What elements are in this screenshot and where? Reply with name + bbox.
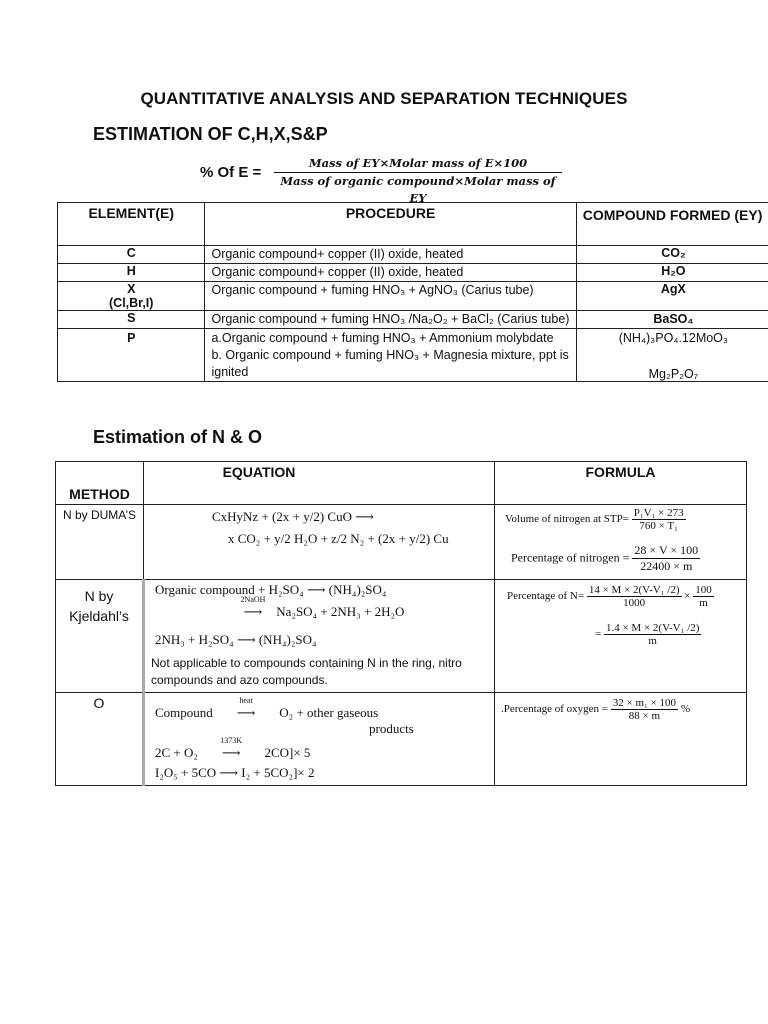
procedure-cell: Organic compound + fuming HNO₃ /Na₂O₂ + BaCl₂ (Carius tube)	[205, 311, 576, 329]
kjeldahl-f2-num: 1.4 × M × 2(V-V₁ /2)	[605, 622, 700, 634]
table-row	[56, 693, 747, 786]
compound-cell: CO₂	[576, 246, 768, 264]
compound-a: (NH₄)₃PO₄.12MoO₃	[618, 331, 728, 345]
dumas-f1-label: Volume of nitrogen at STP=	[505, 513, 629, 526]
oxygen-eq3: I₂O₅ + 5CO ⟶ I₂ + 5CO₂]× 2	[155, 765, 315, 780]
header-equation: EQUATION	[144, 462, 495, 505]
kjeldahl-eq-line2: Na₂SO₄ + 2NH₃ + 2H₂O	[276, 604, 405, 619]
formula-cell	[495, 505, 747, 580]
oxygen-eq1-b: O₂ + other gaseous	[279, 705, 379, 720]
oxygen-f-unit: %	[680, 703, 690, 716]
element-symbol: X	[127, 282, 136, 296]
kjeldahl-note: Not applicable to compounds containing N in the ring, nitro compounds and azo compounds.	[151, 656, 462, 687]
kjeldahl-arrow-label: 2NaOH	[240, 595, 266, 604]
table-row	[58, 282, 768, 311]
dumas-eq-line1: CxHyNz + (2x + y/2) CuO ⟶	[212, 509, 374, 524]
table-row	[58, 264, 768, 282]
compound-b: Mg₂P₂O₇	[648, 367, 699, 381]
table-row	[56, 505, 747, 580]
section-heading-chxsp: ESTIMATION OF C,H,X,S&P	[93, 124, 328, 144]
method-cell: O	[56, 693, 144, 786]
oxygen-eq1-c: products	[369, 721, 414, 736]
method-cell: N by Kjeldahl’s	[56, 580, 144, 693]
dumas-eq-line2: x CO₂ + y/2 H₂O + z/2 N₂ + (2x + y/2) Cu	[228, 531, 449, 546]
kjeldahl-f1-mult: ×	[684, 590, 691, 603]
procedure-b: b. Organic compound + fuming HNO₃ + Magnesia mixture, ppt is ignited	[211, 348, 569, 379]
dumas-f1-num: P₁V₁ × 273	[633, 507, 684, 519]
kjeldahl-f1-num: 14 × M × 2(V-V₁ /2)	[588, 584, 680, 596]
element-cell: S	[58, 311, 205, 329]
oxygen-eq2-arrow-label: 1373K	[220, 736, 243, 745]
dumas-f2-num: 28 × V × 100	[634, 543, 699, 557]
element-estimation-table	[57, 202, 768, 382]
procedure-cell	[205, 329, 576, 382]
compound-cell: AgX	[576, 282, 768, 311]
compound-cell	[576, 329, 768, 382]
procedure-cell: Organic compound+ copper (II) oxide, heated	[205, 264, 576, 282]
equation-cell: Organic compound + H₂SO₄ ⟶ (NH₄)₂SO₄ 2NaOH ⟶ Na₂SO₄ + 2NH₃ + 2H₂O 2NH₃ + H₂SO₄ ⟶ (NH₄)₂SO₄ Not applicable to compounds containing N in the ring, nitro compounds and azo compounds.	[144, 580, 495, 693]
header-method: METHOD	[56, 462, 144, 505]
oxygen-eq1-a: Compound	[155, 705, 213, 720]
equation-cell	[144, 505, 495, 580]
formula-cell	[495, 693, 747, 786]
table-header-row	[56, 462, 747, 505]
formula-denominator: Mass of organic compound×Molar mass of EY	[280, 174, 556, 205]
dumas-f1-den: 760 × T₁	[639, 520, 678, 532]
n-o-estimation-table	[55, 461, 747, 786]
header-procedure: PROCEDURE	[205, 203, 576, 246]
percent-formula	[200, 155, 580, 205]
procedure-cell: Organic compound + fuming HNO₃ + AgNO₃ (Carius tube)	[205, 282, 576, 311]
kjeldahl-f1-den2: m	[699, 597, 708, 609]
element-cell: H	[58, 264, 205, 282]
oxygen-eq2-a: 2C + O₂	[155, 745, 198, 760]
element-cell: P	[58, 329, 205, 382]
element-cell: C	[58, 246, 205, 264]
kjeldahl-f1-num2: 100	[695, 584, 712, 596]
table-row	[58, 246, 768, 264]
kjeldahl-f1-den: 1000	[623, 597, 646, 609]
formula-fraction	[270, 155, 566, 205]
method-cell: N by DUMA’S	[56, 505, 144, 580]
page-title: QUANTITATIVE ANALYSIS AND SEPARATION TECHNIQUES	[140, 89, 628, 108]
oxygen-f-num: 32 × m₁ × 100	[612, 697, 677, 709]
header-compound: COMPOUND FORMED (EY)	[576, 203, 768, 246]
compound-cell: H₂O	[576, 264, 768, 282]
equation-cell: Compound heat ⟶ O₂ + other gaseous products 2C + O₂ 1373K ⟶ 2CO]× 5 I₂O₅ + 5CO ⟶ I₂ + 5CO₂]× 2	[144, 693, 495, 786]
element-subtext: (Cl,Br,I)	[109, 296, 154, 310]
kjeldahl-eq-line1: Organic compound + H₂SO₄ ⟶ (NH₄)₂SO₄	[155, 582, 387, 597]
kjeldahl-f1-label: Percentage of N=	[507, 590, 585, 603]
header-formula: FORMULA	[495, 462, 747, 505]
header-element: ELEMENT(E)	[58, 203, 205, 246]
element-cell	[58, 282, 205, 311]
oxygen-f-den: 88 × m	[628, 710, 661, 722]
formula-lhs: % Of E =	[200, 164, 262, 181]
compound-cell: BaSO₄	[576, 311, 768, 329]
oxygen-f-label: .Percentage of oxygen =	[501, 703, 608, 716]
oxygen-eq2-b: 2CO]× 5	[264, 745, 311, 760]
formula-numerator: Mass of EY×Molar mass of E×100	[308, 156, 528, 170]
kjeldahl-eq-line3: 2NH₃ + H₂SO₄ ⟶ (NH₄)₂SO₄	[155, 632, 317, 647]
procedure-cell: Organic compound+ copper (II) oxide, heated	[205, 246, 576, 264]
oxygen-eq1-arrow-label: heat	[239, 696, 253, 705]
dumas-f2-den: 22400 × m	[640, 559, 693, 573]
table-row	[58, 311, 768, 329]
kjeldahl-f2-den: m	[648, 635, 657, 647]
section-heading-n-o: Estimation of N & O	[93, 427, 263, 447]
table-row	[58, 329, 768, 382]
table-header-row	[58, 203, 768, 246]
procedure-a: a.Organic compound + fuming HNO₃ + Ammonium molybdate	[211, 331, 554, 345]
formula-cell: Percentage of N= $\frac{\text{14 × M × 2(V-V₁ /2)}}{1000}$ × $\frac{100}{m}$ = $\frac{\text{1.4 × M × 2(V-V₁ /2)}}{m}$	[495, 580, 747, 693]
dumas-f2-label: Percentage of nitrogen =	[511, 550, 630, 565]
table-row	[56, 580, 747, 693]
